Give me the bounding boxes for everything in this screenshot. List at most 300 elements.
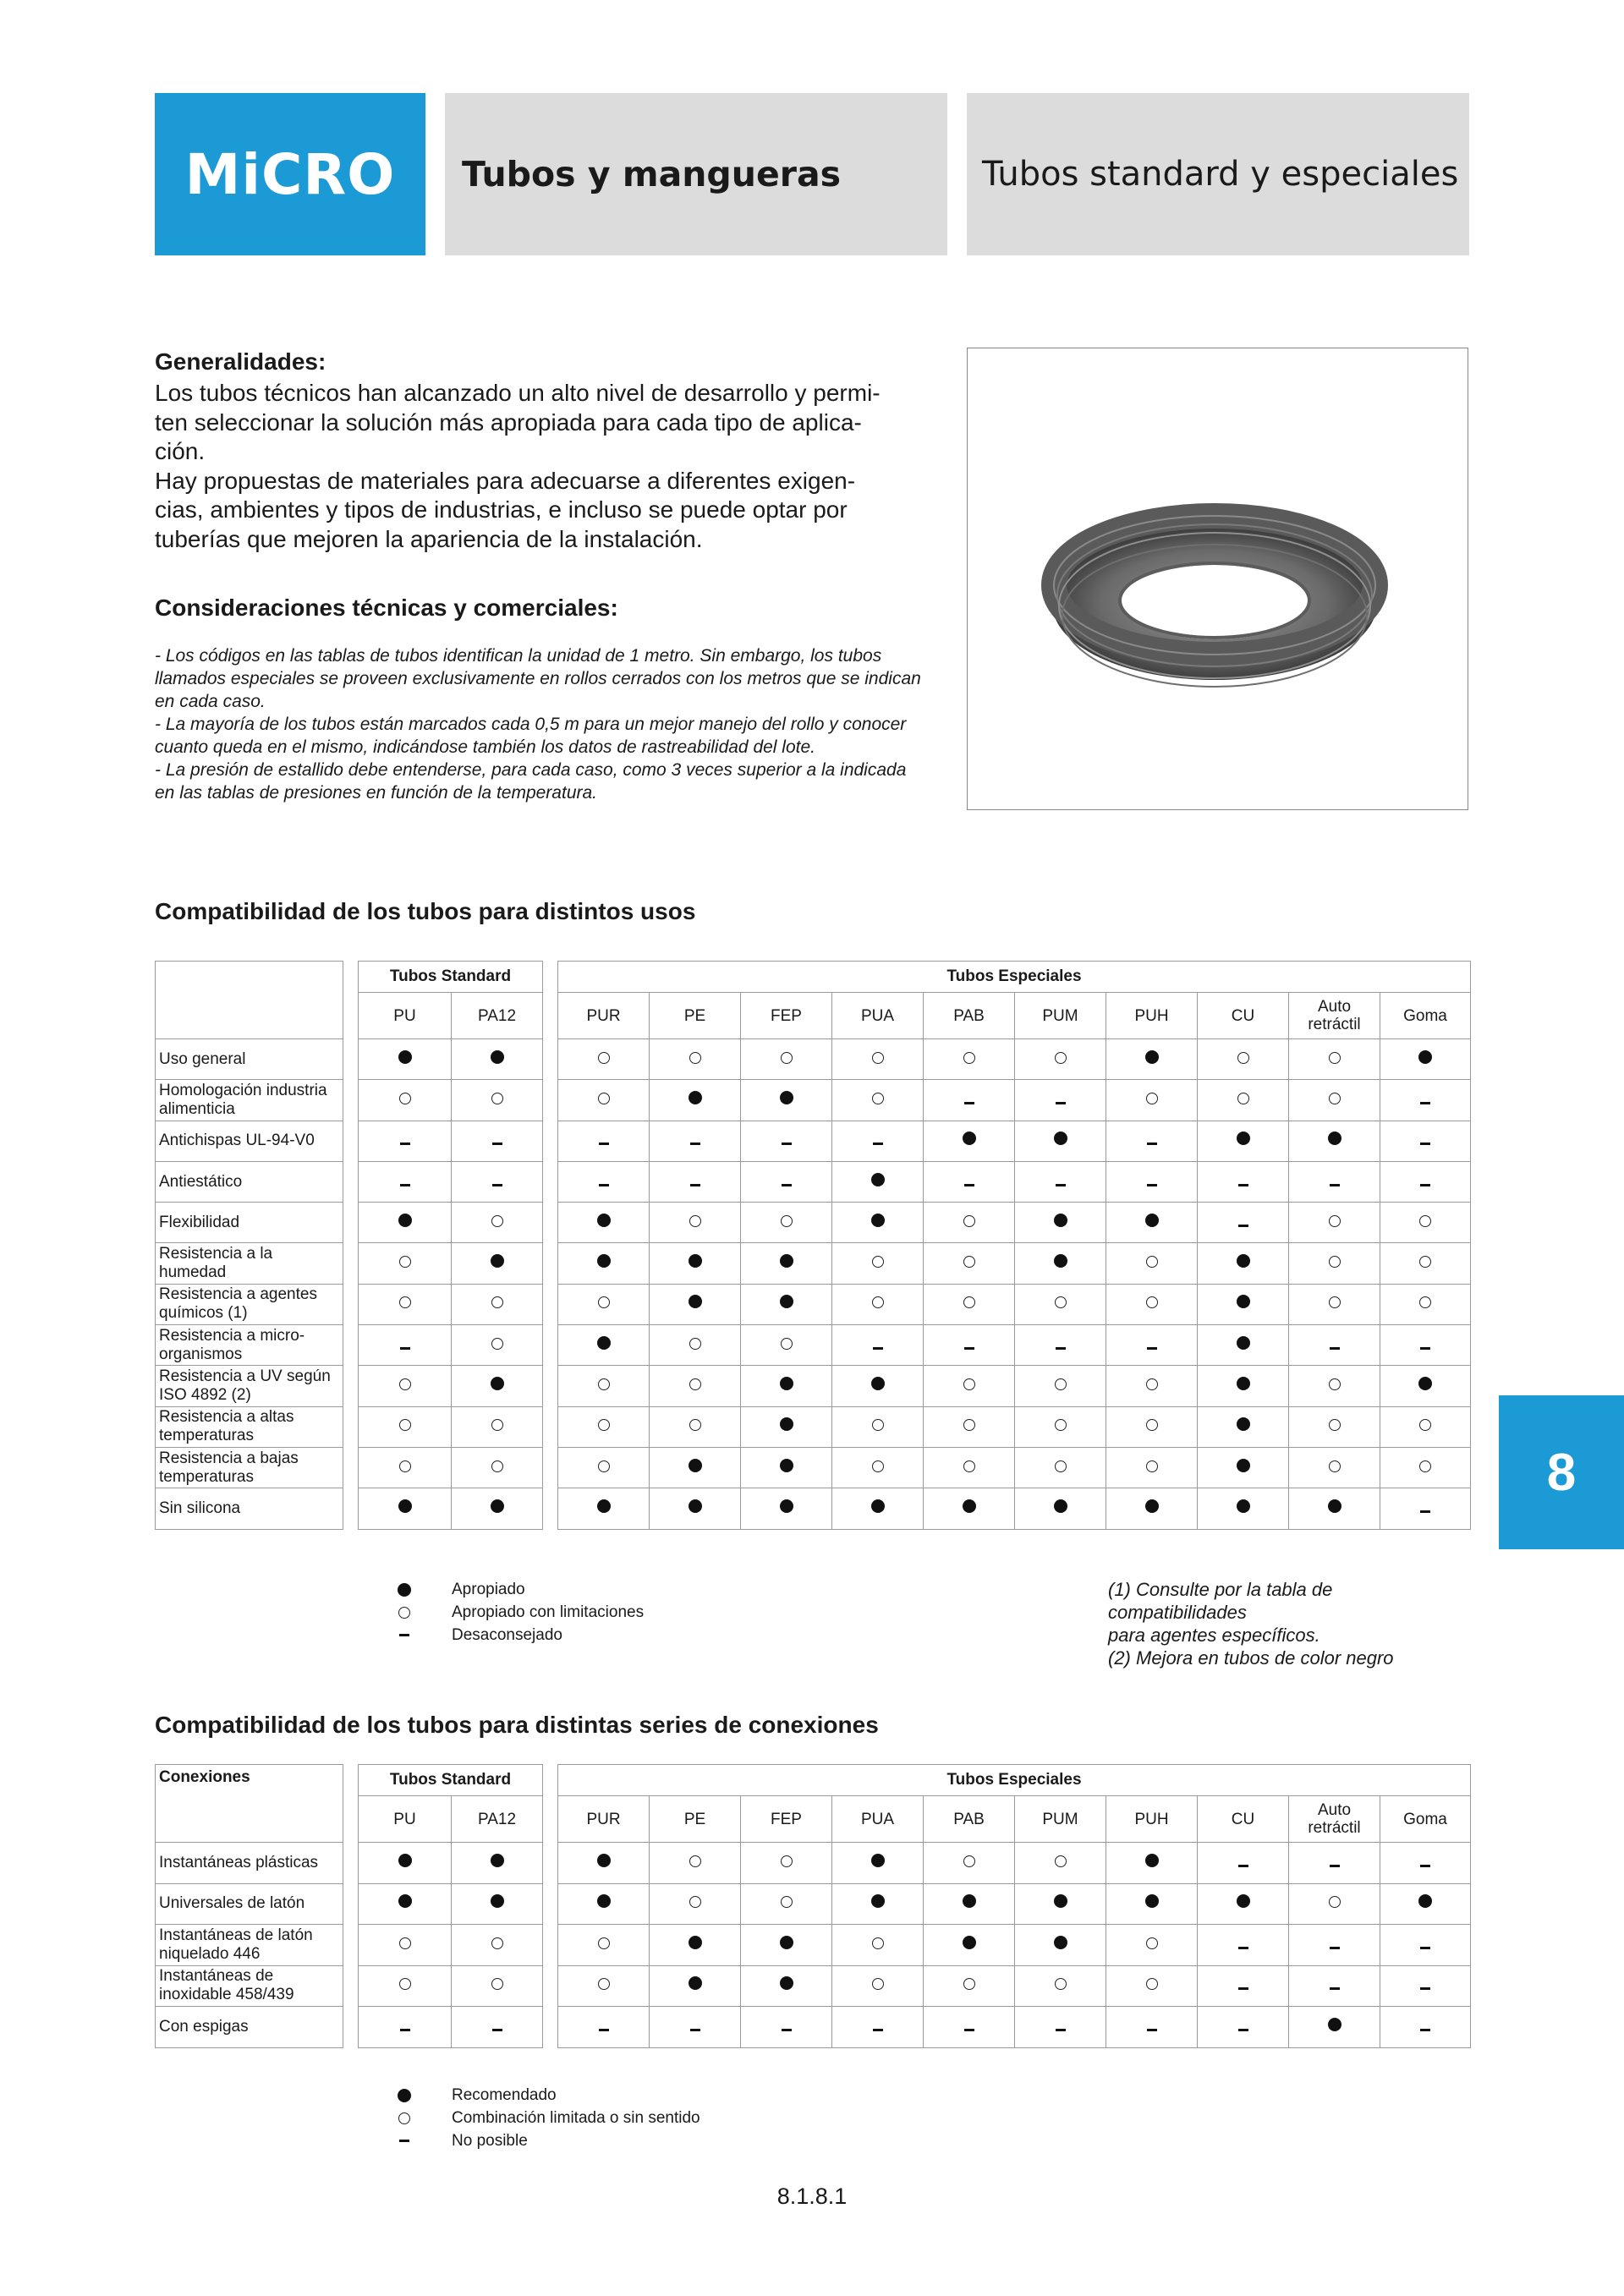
table-row	[156, 1406, 1471, 1447]
compat-cell	[359, 1366, 452, 1406]
compat-cell	[924, 1406, 1015, 1447]
filled-dot-icon	[1237, 1377, 1250, 1390]
dash-icon	[690, 1143, 700, 1145]
compat-cell	[650, 1039, 741, 1080]
ring-icon	[1419, 1256, 1431, 1268]
compat-cell	[741, 1965, 832, 2007]
compat-cell	[1380, 1366, 1471, 1406]
dash-icon	[1147, 1184, 1157, 1186]
ring-icon	[491, 1419, 503, 1431]
dash-icon	[599, 1184, 609, 1186]
compat-cell	[452, 1243, 543, 1284]
filled-dot-icon	[491, 1254, 504, 1268]
filled-dot-icon	[1054, 1499, 1067, 1513]
compat-cell	[1289, 1325, 1380, 1366]
ring-icon	[872, 1937, 884, 1949]
filled-dot-icon	[689, 1295, 702, 1308]
compat-cell	[1015, 1203, 1106, 1243]
table-row	[156, 1488, 1471, 1529]
filled-dot-icon	[689, 1499, 702, 1513]
ring-icon	[689, 1855, 701, 1867]
compat-cell	[1106, 1406, 1198, 1447]
row-label: Instantáneas de latón niquelado 446	[156, 1925, 343, 1966]
ring-icon	[872, 1052, 884, 1064]
compat-cell	[452, 1325, 543, 1366]
dash-icon	[1330, 1947, 1340, 1949]
compat-cell	[650, 1203, 741, 1243]
filled-dot-icon	[398, 1214, 412, 1227]
compat-cell	[359, 1203, 452, 1243]
filled-dot-icon	[1237, 1499, 1250, 1513]
row-label: Resistencia a la humedad	[156, 1243, 343, 1284]
filled-dot-icon	[398, 2089, 411, 2102]
compat-cell	[452, 1080, 543, 1121]
compat-cell	[1015, 2007, 1106, 2048]
compat-cell	[1106, 1203, 1198, 1243]
compat-cell	[1015, 1039, 1106, 1080]
ring-icon	[398, 2112, 410, 2124]
ring-icon	[491, 1296, 503, 1308]
compat-cell	[1289, 1161, 1380, 1202]
compat-cell	[1106, 1488, 1198, 1529]
compat-cell	[924, 2007, 1015, 2048]
ring-icon	[399, 1978, 411, 1990]
ring-icon	[598, 1093, 610, 1104]
compat-cell	[741, 1080, 832, 1121]
compat-cell	[1198, 1243, 1289, 1284]
column-header: PUR	[558, 1796, 650, 1843]
compat-cell	[1106, 1284, 1198, 1324]
compat-cell	[558, 2007, 650, 2048]
compat-cell	[1106, 1121, 1198, 1161]
ring-icon	[598, 1052, 610, 1064]
compat-cell	[452, 1883, 543, 1925]
dash-icon	[964, 2029, 974, 2031]
filled-dot-icon	[1145, 1894, 1159, 1908]
compat-cell	[359, 1039, 452, 1080]
compat-cell	[741, 2007, 832, 2048]
compat-cell	[650, 1883, 741, 1925]
compat-cell	[1380, 1080, 1471, 1121]
dash-icon	[1056, 1347, 1066, 1350]
ring-icon	[963, 1978, 975, 1990]
compat-cell	[741, 1325, 832, 1366]
ring-icon	[1329, 1093, 1341, 1104]
compat-cell	[558, 1325, 650, 1366]
ring-icon	[1329, 1419, 1341, 1431]
dash-icon	[1238, 1865, 1248, 1867]
filled-dot-icon	[398, 1499, 412, 1513]
row-label: Antichispas UL-94-V0	[156, 1121, 343, 1161]
compat-cell	[832, 1406, 924, 1447]
row-label: Uso general	[156, 1039, 343, 1080]
filled-dot-icon	[597, 1214, 611, 1227]
compat-cell	[1289, 1080, 1380, 1121]
table-row	[156, 1243, 1471, 1284]
compat-cell	[1015, 1925, 1106, 1966]
filled-dot-icon	[780, 1091, 793, 1104]
ring-icon	[1055, 1419, 1067, 1431]
compat-cell	[1198, 1965, 1289, 2007]
compat-cell	[1015, 1488, 1106, 1529]
row-label: Resistencia a UV según ISO 4892 (2)	[156, 1366, 343, 1406]
compat-cell	[1380, 1161, 1471, 1202]
compat-cell	[741, 1843, 832, 1884]
column-header: PUM	[1015, 993, 1106, 1039]
dash-icon	[1330, 1347, 1340, 1350]
ring-icon	[872, 1460, 884, 1472]
compat-cell	[832, 1243, 924, 1284]
filled-dot-icon	[1237, 1459, 1250, 1472]
legend-label: Apropiado	[452, 1581, 525, 1598]
filled-dot-icon	[491, 1499, 504, 1513]
dash-icon	[1147, 1347, 1157, 1350]
conexiones-heading: Compatibilidad de los tubos para distintas series de conexiones	[155, 1712, 879, 1738]
filled-dot-icon	[1054, 1254, 1067, 1268]
compat-cell	[924, 1925, 1015, 1966]
dash-icon	[1238, 1225, 1248, 1227]
compat-cell	[1106, 1366, 1198, 1406]
dash-icon	[1420, 1947, 1430, 1949]
dash-icon	[492, 1184, 502, 1186]
ring-icon	[872, 1419, 884, 1431]
compat-cell	[558, 1366, 650, 1406]
note-line: (1) Consulte por la tabla de compatibilidades	[1108, 1579, 1333, 1623]
compat-cell	[832, 1366, 924, 1406]
dash-icon	[1420, 1865, 1430, 1867]
compat-cell	[650, 1080, 741, 1121]
ring-icon	[598, 1296, 610, 1308]
cons-line: - La mayoría de los tubos están marcados cada 0,5 m para un mejor manejo del rollo y conocer	[155, 715, 907, 734]
compat-cell	[1015, 1366, 1106, 1406]
filled-dot-icon	[689, 1976, 702, 1990]
column-header: PUA	[832, 993, 924, 1039]
ring-icon	[598, 1419, 610, 1431]
dash-icon	[400, 1184, 410, 1186]
filled-dot-icon	[963, 1936, 976, 1949]
column-header: Auto retráctil	[1289, 1796, 1380, 1843]
tubos-standard-header: Tubos Standard	[359, 962, 543, 993]
column-header: PU	[359, 993, 452, 1039]
column-header: FEP	[741, 1796, 832, 1843]
compat-cell	[924, 1843, 1015, 1884]
compat-cell	[359, 1080, 452, 1121]
ring-icon	[1146, 1937, 1158, 1949]
ring-icon	[781, 1338, 793, 1350]
row-label: Homologación industria alimenticia	[156, 1080, 343, 1121]
compat-cell	[650, 1366, 741, 1406]
filled-dot-icon	[398, 1050, 412, 1064]
gen-line: Hay propuestas de materiales para adecuarse a diferentes exigen-	[155, 467, 856, 494]
column-header: CU	[1198, 993, 1289, 1039]
compat-cell	[924, 1965, 1015, 2007]
table-row	[156, 2007, 1471, 2048]
compat-cell	[1015, 1883, 1106, 1925]
dash-icon	[492, 2029, 502, 2031]
filled-dot-icon	[780, 1417, 793, 1431]
compat-cell	[741, 1488, 832, 1529]
compat-cell	[832, 1883, 924, 1925]
column-header: FEP	[741, 993, 832, 1039]
dash-icon	[1056, 1184, 1066, 1186]
filled-dot-icon	[1054, 1894, 1067, 1908]
ring-icon	[689, 1338, 701, 1350]
filled-dot-icon	[1237, 1254, 1250, 1268]
gen-line: tuberías que mejoren la apariencia de la instalación.	[155, 525, 703, 552]
ring-icon	[872, 1296, 884, 1308]
dash-icon	[1420, 2029, 1430, 2031]
column-header: PUM	[1015, 1796, 1106, 1843]
compat-cell	[1289, 2007, 1380, 2048]
dash-icon	[964, 1184, 974, 1186]
ring-icon	[689, 1052, 701, 1064]
column-header: PUR	[558, 993, 650, 1039]
filled-dot-icon	[597, 1254, 611, 1268]
filled-dot-icon	[963, 1499, 976, 1513]
compat-cell	[1198, 1203, 1289, 1243]
filled-dot-icon	[1418, 1377, 1432, 1390]
compat-cell	[1106, 1925, 1198, 1966]
compat-cell	[1015, 1325, 1106, 1366]
dash-icon	[1420, 1510, 1430, 1513]
column-header: PA12	[452, 1796, 543, 1843]
compat-cell	[741, 1284, 832, 1324]
dash-icon	[1238, 2029, 1248, 2031]
compat-cell	[832, 1121, 924, 1161]
dash-icon	[1420, 1143, 1430, 1145]
tubos-standard-header: Tubos Standard	[359, 1765, 543, 1796]
compat-cell	[832, 1080, 924, 1121]
ring-icon	[1329, 1052, 1341, 1064]
ring-icon	[399, 1093, 411, 1104]
ring-icon	[1146, 1093, 1158, 1104]
dash-icon	[492, 1143, 502, 1145]
compat-cell	[452, 1203, 543, 1243]
compat-cell	[1198, 1447, 1289, 1488]
dash-icon	[1330, 1865, 1340, 1867]
filled-dot-icon	[871, 1894, 885, 1908]
filled-dot-icon	[398, 1854, 412, 1867]
ring-icon	[1329, 1256, 1341, 1268]
row-label: Resistencia a agentes químicos (1)	[156, 1284, 343, 1324]
compat-cell	[741, 1039, 832, 1080]
cons-line: en las tablas de presiones en función de la temperatura.	[155, 783, 598, 803]
cons-line: en cada caso.	[155, 692, 266, 711]
compat-cell	[832, 2007, 924, 2048]
gen-line: ción.	[155, 438, 206, 464]
row-label: Resistencia a bajas temperaturas	[156, 1447, 343, 1488]
column-header: PA12	[452, 993, 543, 1039]
compat-cell	[650, 1965, 741, 2007]
compat-cell	[741, 1203, 832, 1243]
table-row	[156, 1366, 1471, 1406]
filled-dot-icon	[491, 1854, 504, 1867]
compat-cell	[1106, 1243, 1198, 1284]
dash-icon	[873, 1143, 883, 1145]
filled-dot-icon	[491, 1377, 504, 1390]
compat-cell	[1289, 1243, 1380, 1284]
ring-icon	[1237, 1052, 1249, 1064]
filled-dot-icon	[689, 1459, 702, 1472]
filled-dot-icon	[871, 1499, 885, 1513]
filled-dot-icon	[689, 1254, 702, 1268]
ring-icon	[399, 1256, 411, 1268]
ring-icon	[491, 1460, 503, 1472]
compat-cell	[1380, 1121, 1471, 1161]
usos-legend	[398, 1578, 644, 1647]
compat-cell	[558, 1925, 650, 1966]
filled-dot-icon	[1328, 2018, 1341, 2031]
compat-cell	[1380, 1203, 1471, 1243]
ring-icon	[963, 1052, 975, 1064]
filled-dot-icon	[1418, 1894, 1432, 1908]
column-header: PUH	[1106, 993, 1198, 1039]
table-row	[156, 1161, 1471, 1202]
compat-cell	[1289, 1284, 1380, 1324]
compat-cell	[1198, 1366, 1289, 1406]
compat-cell	[1289, 1488, 1380, 1529]
compat-cell	[741, 1121, 832, 1161]
column-header: Goma	[1380, 1796, 1471, 1843]
ring-icon	[781, 1855, 793, 1867]
compat-cell	[832, 1965, 924, 2007]
ring-icon	[598, 1937, 610, 1949]
compat-cell	[1289, 1925, 1380, 1966]
compat-cell	[359, 1965, 452, 2007]
compat-cell	[558, 1243, 650, 1284]
cons-line: - La presión de estallido debe entenderse, para cada caso, como 3 veces superior a la indicada	[155, 760, 907, 780]
compat-cell	[650, 1925, 741, 1966]
dash-icon	[782, 2029, 792, 2031]
compat-cell	[1289, 1121, 1380, 1161]
compat-cell	[650, 2007, 741, 2048]
dash-icon	[400, 2029, 410, 2031]
ring-icon	[598, 1460, 610, 1472]
dash-icon	[964, 1347, 974, 1350]
compat-cell	[558, 1843, 650, 1884]
usos-heading: Compatibilidad de los tubos para distintos usos	[155, 898, 696, 924]
legend-label: Apropiado con limitaciones	[452, 1603, 645, 1621]
dash-icon	[399, 2140, 409, 2142]
compat-cell	[741, 1366, 832, 1406]
compat-cell	[558, 1284, 650, 1324]
conexiones-legend	[398, 2084, 700, 2152]
table-row	[156, 1203, 1471, 1243]
filled-dot-icon	[1328, 1132, 1341, 1145]
note-line: (2) Mejora en tubos de color negro	[1108, 1647, 1394, 1669]
filled-dot-icon	[963, 1132, 976, 1145]
compat-cell	[1015, 1843, 1106, 1884]
chapter-tab: 8	[1499, 1395, 1624, 1549]
filled-dot-icon	[780, 1377, 793, 1390]
ring-icon	[963, 1215, 975, 1227]
compat-cell	[650, 1161, 741, 1202]
compat-cell	[1289, 1883, 1380, 1925]
compat-cell	[1380, 2007, 1471, 2048]
dash-icon	[873, 1347, 883, 1350]
page-number: 8.1.8.1	[776, 2184, 848, 2209]
ring-icon	[399, 1419, 411, 1431]
compat-cell	[1380, 1447, 1471, 1488]
dash-icon	[1420, 1102, 1430, 1104]
compat-cell	[832, 1925, 924, 1966]
filled-dot-icon	[597, 1894, 611, 1908]
row-label: Antiestático	[156, 1161, 343, 1202]
consideraciones-heading: Consideraciones técnicas y comerciales:	[155, 595, 618, 621]
filled-dot-icon	[1145, 1854, 1159, 1867]
ring-icon	[781, 1215, 793, 1227]
legend-label: Combinación limitada o sin sentido	[452, 2109, 700, 2127]
compat-cell	[1289, 1447, 1380, 1488]
compat-cell	[1106, 1447, 1198, 1488]
compat-cell	[1198, 1121, 1289, 1161]
compat-cell	[1106, 1161, 1198, 1202]
compat-cell	[1380, 1925, 1471, 1966]
micro-logo: MiCRO	[155, 93, 425, 255]
ring-icon	[1055, 1296, 1067, 1308]
ring-icon	[963, 1378, 975, 1390]
compat-cell	[359, 1406, 452, 1447]
compat-cell	[452, 1488, 543, 1529]
filled-dot-icon	[780, 1976, 793, 1990]
table-row	[156, 1325, 1471, 1366]
compat-cell	[1015, 1161, 1106, 1202]
compat-cell	[452, 2007, 543, 2048]
compat-cell	[924, 1447, 1015, 1488]
dash-icon	[1420, 1184, 1430, 1186]
compat-cell	[359, 2007, 452, 2048]
compat-cell	[924, 1284, 1015, 1324]
filled-dot-icon	[1237, 1295, 1250, 1308]
generalidades-heading: Generalidades:	[155, 348, 326, 375]
dash-icon	[690, 2029, 700, 2031]
dash-icon	[782, 1143, 792, 1145]
compat-cell	[1015, 1965, 1106, 2007]
table-row	[156, 1883, 1471, 1925]
ring-icon	[872, 1256, 884, 1268]
ring-icon	[781, 1052, 793, 1064]
ring-icon	[1329, 1896, 1341, 1908]
ring-icon	[1329, 1378, 1341, 1390]
compat-cell	[924, 1121, 1015, 1161]
compat-cell	[359, 1447, 452, 1488]
conexiones-table	[155, 1764, 1471, 2048]
dash-icon	[1330, 1987, 1340, 1990]
compat-cell	[1198, 1325, 1289, 1366]
filled-dot-icon	[780, 1936, 793, 1949]
column-header: PE	[650, 1796, 741, 1843]
compat-cell	[359, 1284, 452, 1324]
consideraciones-text	[155, 644, 950, 804]
compat-cell	[359, 1843, 452, 1884]
compat-cell	[1380, 1325, 1471, 1366]
filled-dot-icon	[1328, 1499, 1341, 1513]
compat-cell	[558, 1965, 650, 2007]
compat-cell	[558, 1883, 650, 1925]
ring-icon	[963, 1460, 975, 1472]
compat-cell	[558, 1447, 650, 1488]
ring-icon	[1419, 1460, 1431, 1472]
compat-cell	[1198, 1925, 1289, 1966]
compat-cell	[452, 1039, 543, 1080]
legend-label: Desaconsejado	[452, 1626, 562, 1644]
compat-cell	[1198, 1843, 1289, 1884]
compat-cell	[832, 1488, 924, 1529]
compat-cell	[1106, 1080, 1198, 1121]
cons-line: - Los códigos en las tablas de tubos identifican la unidad de 1 metro. Sin embargo, los tubos	[155, 646, 882, 666]
compat-cell	[1380, 1406, 1471, 1447]
compat-cell	[832, 1843, 924, 1884]
